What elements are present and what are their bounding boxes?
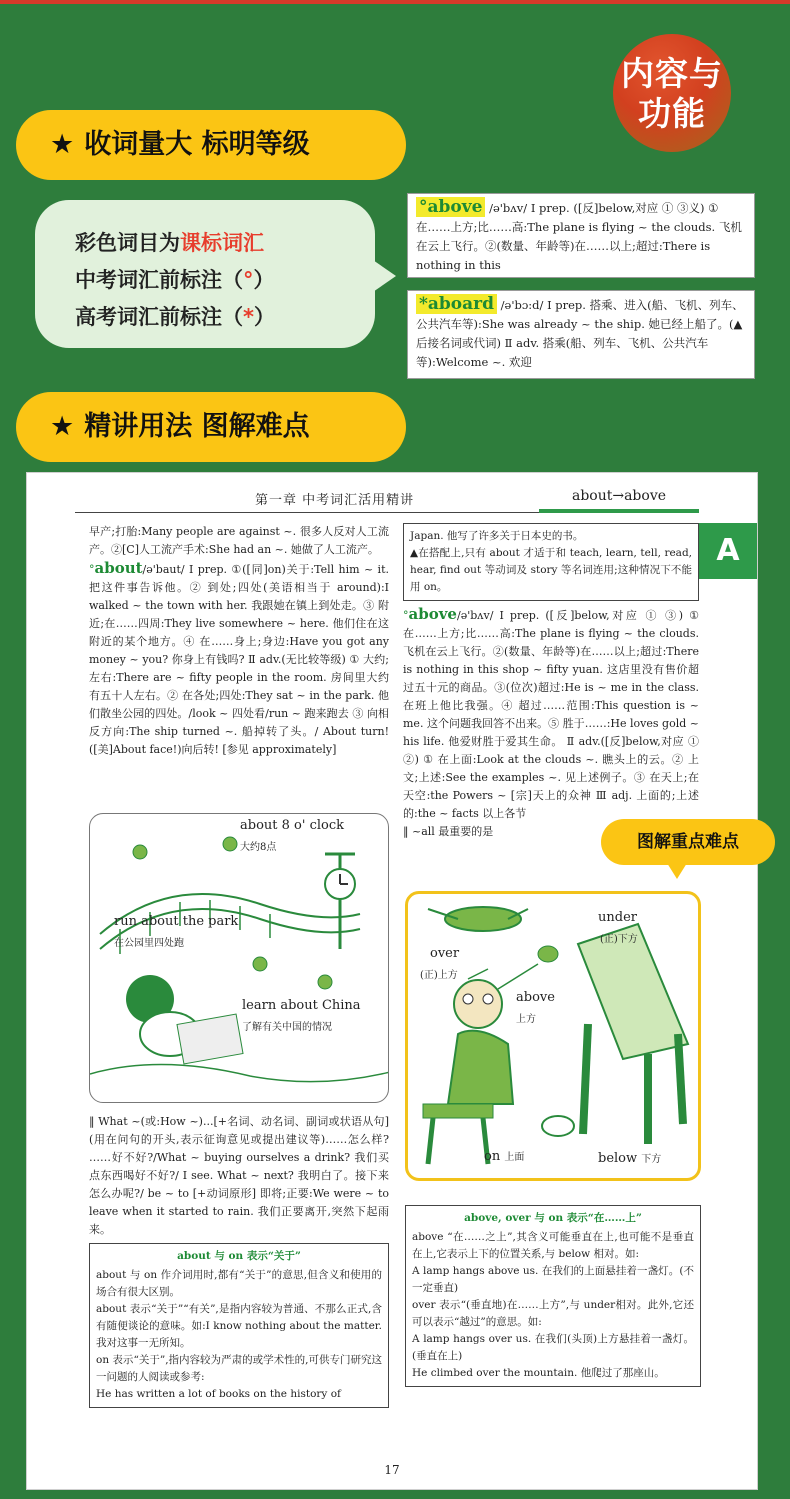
above-all-phrase: ‖ ~all 最重要的是: [403, 825, 494, 838]
bubble-tail: [370, 258, 396, 294]
badge-line2: 功能: [638, 94, 706, 133]
legend-line-color: 彩色词目为课标词汇: [75, 231, 264, 255]
usage-box-paragraph: A lamp hangs over us. 在我们(头顶)上方悬挂着一盏灯。(垂直在上): [412, 1333, 694, 1362]
dictionary-page: [26, 472, 758, 1490]
entry-about: °about/ə'baut/ I prep. ①([同]on)关于:Tell him ~ it. 把这件事告诉他。② 到处;四处(美语相当于 around):I walked ~ the town with her. 我跟她在镇上到处走。③ 附近;在……四周:They live somewhere ~ here. 他们住在这附近的某个地方。④ 在……身上;身边:Have you got any money ~ you? 你身上有钱吗? Ⅱ adv.(无比较等级) ① 大约;左右:There are ~ fifty people in the room. 房间里大约有五十人左右。② 在各处;四处:They sat ~ in the park. 他们散坐公园的四处。/look ~ 四处看/run ~ 跑来跑去 ③ 向相反方向:The ship turned ~. 船掉转了头。/ About turn!([美]About face!)向后转! [参见 approximately]: [89, 559, 389, 756]
usage-box-title: above, over 与 on 表示“在……上”: [464, 1212, 642, 1224]
page-number: 17: [384, 1463, 400, 1477]
usage-box-title: about 与 on 表示“关于”: [177, 1250, 301, 1262]
usage-box-continued: [403, 523, 699, 601]
label-run-about-park: run about the park: [114, 914, 239, 929]
badge-line1: 内容与: [621, 54, 723, 93]
label-above-cn: 上方: [516, 1014, 536, 1025]
entry-text-aboard: /ə'bɔ:d/ I prep. 搭乘、进入(船、飞机、列车、公共汽车等):She was already ~ the ship. 她已经上船了。(▲后接名词或代词) Ⅱ adv. 搭乘(船、列车、飞机、公共汽车等):Welcome ~. 欢迎: [416, 298, 744, 369]
label-about-clock-cn: 大约8点: [240, 842, 277, 853]
usage-box-paragraph: on 表示“关于”,指内容较为严肃的或学术性的,可供专门研究这一问题的人阅读或参考:: [96, 1354, 382, 1383]
label-about-clock: about 8 o' clock: [240, 818, 344, 833]
usage-box-paragraph: over 表示“(垂直地)在……上方”,与 under相对。此外,它还可以表示“越过”的意思。如:: [412, 1299, 694, 1328]
label-under-cn: (正)下方: [600, 934, 638, 945]
callout-key-points: 图解重点难点: [601, 819, 775, 865]
usage-box-paragraph: A lamp hangs above us. 在我们的上面悬挂着一盏灯。(不一定垂直): [412, 1265, 694, 1294]
entry-headword-above-page: above: [408, 605, 457, 623]
usage-box-paragraph: about 与 on 作介词用时,都有“关于”的意思,但含义和使用的场合有很大区别。: [96, 1269, 382, 1298]
entry-headword-about: about: [94, 559, 143, 577]
banner-usage-text: 精讲用法 图解难点: [84, 411, 310, 442]
star-icon: ★: [50, 411, 75, 442]
illustration-prepositions: [405, 891, 701, 1181]
callout-tail: [667, 863, 687, 879]
legend-line-gaokao: 高考词汇前标注（*）: [75, 305, 275, 329]
illustration-prepositions-drawing: [408, 894, 698, 1178]
label-run-about-park-cn: 在公园里四处跑: [114, 938, 184, 949]
banner-vocabulary: [16, 110, 406, 180]
legend-line-zhongkao: 中考词汇前标注（°）: [75, 268, 275, 292]
entry-above: °above/ə'bʌv/ I prep. ([反]below,对应 ① ③) ① 在……上方;比……高:The plane is flying ~ the clouds. 飞机在云上飞行。②(数量、年龄等)在……以上;超过:There is nothing in this shop ~ fifty yuan. 这店里没有售价超过五十元的商品。③(位次)超过:He is ~ me in the class. 在班上他比我强。④ 超过……范围:This question is ~ me. 这个问题我回答不出来。⑤ 胜于……:He loves gold ~ his life. 他爱财胜于爱其生命。 Ⅱ adv.([反]below,对应 ① ②) ① 在上面:Look at the clouds ~. 瞧头上的云。② 上文;上述:See the examples ~. 见上述例子。③ 在天上;在天空:the Powers ~ [宗]天上的众神 Ⅲ adj. 上面的;上述的:the ~ facts 以上各节: [403, 605, 699, 820]
left-column: [89, 523, 389, 759]
top-rule: [0, 0, 790, 4]
label-over-cn: (正)上方: [420, 970, 458, 981]
right-bottom-column: [405, 1201, 701, 1391]
entry-card-aboard: [407, 290, 755, 379]
label-on: on 上面: [484, 1149, 525, 1164]
usage-box-paragraph: He climbed over the mountain. 他爬过了那座山。: [412, 1367, 665, 1379]
entry-headword-above: °above: [416, 197, 485, 217]
entry-range: about→above: [539, 483, 699, 513]
usage-box-continued-text: Japan. 他写了许多关于日本史的书。 ▲在搭配上,只有 about 才适于和 teach, learn, tell, read, hear, find out 等动词及 story 等名词连用;这种情况下不能用 on。: [410, 530, 692, 593]
entry-text-above: /ə'bʌv/ I prep. ([反]below,对应 ① ③义) ① 在……上方;比……高:The plane is flying ~ the clouds. 飞机在云上飞行。②(数量、年龄等)在……以上;超过:There is nothing in this: [416, 201, 742, 272]
usage-box-paragraph: He has written a lot of books on the history of: [96, 1388, 341, 1400]
right-column: [403, 523, 699, 841]
label-above: above: [516, 990, 555, 1005]
label-learn-about-china: learn about China: [242, 998, 361, 1013]
illustration-about-drawing: [90, 814, 389, 1103]
label-under: under: [598, 910, 637, 925]
banner-usage: [16, 392, 406, 462]
illustration-about: [89, 813, 389, 1103]
label-over: over: [430, 946, 460, 961]
about-phrases: ‖ What ~(或:How ~)...[+名词、动名词、副词或状语从句](用在问句的开头,表示征询意见或提出建议等)……怎么样? ……好不好?/What ~ buying ourselves a drink? 我们买点东西喝好不好?/ I see. What ~ next? 我明白了。接下来怎么办呢?/ be ~ to [+动词原形] 即将;正要:We were ~ to leave when it started to rain. 我们正要离开,突然下起雨来。: [89, 1115, 389, 1236]
legend-bubble: [35, 200, 375, 348]
usage-box-paragraph: about 表示“关于”“有关”,是指内容较为普通、不那么正式,含有随便谈论的意味。如:I know nothing about the matter. 我对这事一无所知。: [96, 1303, 382, 1349]
usage-box-above-over-on: [405, 1205, 701, 1387]
banner-vocabulary-text: 收词量大 标明等级: [84, 129, 310, 160]
left-top-text: 早产;打胎:Many people are against ~. 很多人反对人工流产。②[C]人工流产手术:She had an ~. 她做了人工流产。: [89, 525, 389, 556]
usage-box-paragraph: above “在……之上”,其含义可能垂直在上,也可能不是垂直在上,它表示上下的位置关系,与 below 相对。如:: [412, 1231, 694, 1260]
label-learn-about-china-cn: 了解有关中国的情况: [242, 1022, 332, 1033]
chapter-title: 第一章 中考词汇活用精讲: [255, 493, 415, 508]
entry-headword-aboard: *aboard: [416, 294, 497, 314]
left-bottom-column: [89, 1113, 389, 1412]
label-below: below 下方: [598, 1151, 662, 1166]
entry-card-above: [407, 193, 755, 278]
usage-box-about-on: [89, 1243, 389, 1408]
star-icon: ★: [50, 129, 75, 160]
content-function-badge: [613, 34, 731, 152]
page-header: [75, 485, 699, 513]
letter-tab: A: [699, 523, 757, 579]
